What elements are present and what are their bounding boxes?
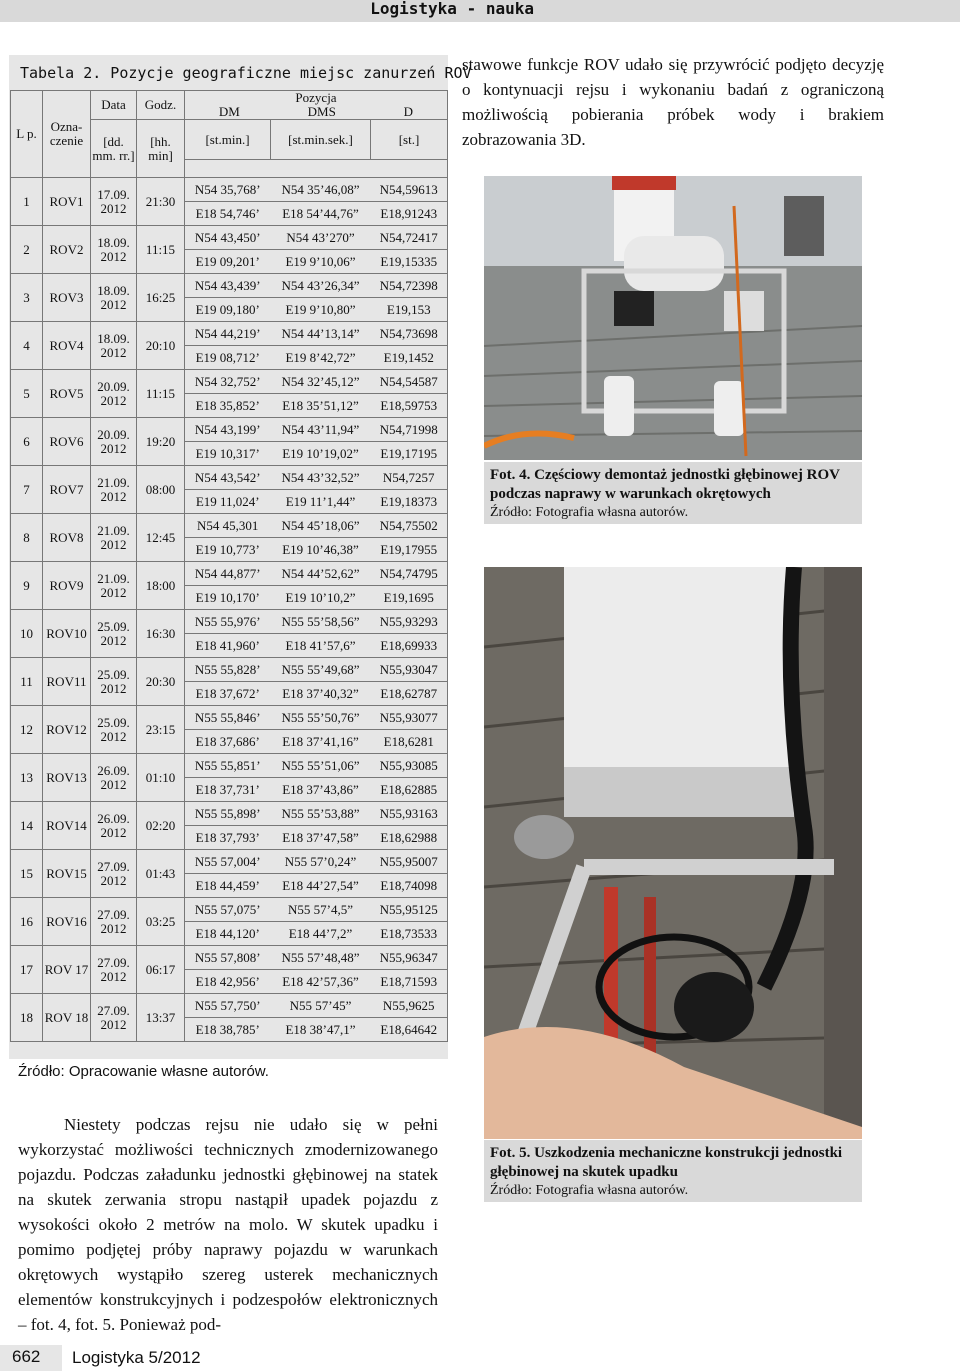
cell-lon-dms: E18 35’51,12” (271, 394, 371, 418)
cell-lp: 17 (11, 946, 43, 994)
cell-time: 06:17 (137, 946, 185, 994)
cell-lat-dm: N55 55,846’ (185, 706, 271, 730)
cell-name: ROV 17 (43, 946, 91, 994)
cell-name: ROV15 (43, 850, 91, 898)
cell-time: 08:00 (137, 466, 185, 514)
table-row (11, 562, 448, 586)
cell-lon-dm: E18 35,852’ (185, 394, 271, 418)
cell-time: 02:20 (137, 802, 185, 850)
cell-lat-dm: N55 55,851’ (185, 754, 271, 778)
cell-date: 27.09. 2012 (91, 898, 137, 946)
dm-label: DM (218, 104, 240, 119)
section-title: Logistyka - nauka (370, 0, 534, 18)
body-text: Niestety podczas rejsu nie udało się w pełni wykorzystać możliwości technicznych zmodernizowanego pojazdu. Podczas załadunku jednostki głębinowej na statek na skutek zerwania stropu nastąpił upadek pojazdu z wysokości około 2 metrów na molo. W skutek upadku i pomimo podjętej próby naprawy pojazdu w warunkach okrętowych wystąpiło szereg usterek mechanicznych elementów konstrukcyjnych i podzespołów elektronicznych – fot. 4, fot. 5. Ponieważ pod- (18, 1115, 438, 1334)
cell-lat-dm: N54 35,768’ (185, 178, 271, 202)
dms-unit: [st.min.sek.] (271, 120, 371, 160)
table-row (11, 178, 448, 202)
cell-lat-dm: N54 32,752’ (185, 370, 271, 394)
table-row (11, 946, 448, 970)
cell-lat-d: N54,74795 (371, 562, 448, 586)
cell-lp: 10 (11, 610, 43, 658)
cell-lon-dms: E18 37’47,58” (271, 826, 371, 850)
cell-lat-d: N54,72398 (371, 274, 448, 298)
journal-name: Logistyka 5/2012 (72, 1348, 201, 1367)
cell-lp: 5 (11, 370, 43, 418)
cell-lat-dm: N55 57,808’ (185, 946, 271, 970)
body-paragraph (18, 1112, 438, 1337)
cell-lat-dm: N55 55,976’ (185, 610, 271, 634)
cell-lat-dm: N55 55,828’ (185, 658, 271, 682)
cell-lp: 15 (11, 850, 43, 898)
cell-lp: 12 (11, 706, 43, 754)
cell-lat-d: N55,93077 (371, 706, 448, 730)
cell-lat-dms: N55 55’58,56” (271, 610, 371, 634)
cell-lon-d: E19,1695 (371, 586, 448, 610)
cell-lp: 3 (11, 274, 43, 322)
cell-lat-dm: N55 57,004’ (185, 850, 271, 874)
cell-time: 11:15 (137, 226, 185, 274)
table-row (11, 658, 448, 682)
fig5-caption (484, 1140, 862, 1202)
cell-name: ROV9 (43, 562, 91, 610)
cell-time: 20:10 (137, 322, 185, 370)
cell-date: 20.09. 2012 (91, 370, 137, 418)
table-row (11, 274, 448, 298)
cell-lat-d: N55,93047 (371, 658, 448, 682)
table-row (11, 418, 448, 442)
cell-lat-d: N54,73698 (371, 322, 448, 346)
cell-lat-dm: N54 43,450’ (185, 226, 271, 250)
cell-lp: 7 (11, 466, 43, 514)
cell-name: ROV16 (43, 898, 91, 946)
cell-lat-dms: N55 57’4,5” (271, 898, 371, 922)
cell-lon-dms: E18 44’27,54” (271, 874, 371, 898)
cell-lon-dms: E18 42’57,36” (271, 970, 371, 994)
cell-time: 23:15 (137, 706, 185, 754)
cell-lp: 18 (11, 994, 43, 1042)
cell-lp: 16 (11, 898, 43, 946)
cell-lp: 9 (11, 562, 43, 610)
cell-lat-d: N55,95125 (371, 898, 448, 922)
cell-name: ROV8 (43, 514, 91, 562)
cell-date: 26.09. 2012 (91, 802, 137, 850)
cell-lon-dm: E18 37,672’ (185, 682, 271, 706)
cell-date: 27.09. 2012 (91, 946, 137, 994)
cell-lon-d: E18,6281 (371, 730, 448, 754)
cell-lat-d: N54,71998 (371, 418, 448, 442)
cell-date: 27.09. 2012 (91, 850, 137, 898)
cell-name: ROV1 (43, 178, 91, 226)
cell-lp: 11 (11, 658, 43, 706)
cell-date: 26.09. 2012 (91, 754, 137, 802)
cell-name: ROV13 (43, 754, 91, 802)
fig4-caption (484, 462, 862, 524)
cell-time: 16:25 (137, 274, 185, 322)
cell-lon-dm: E18 37,686’ (185, 730, 271, 754)
table-title: Tabela 2. Pozycje geograficzne miejsc zanurzeń ROV (20, 64, 472, 82)
fig4-title: Fot. 4. Częściowy demontaż jednostki głębinowej ROV podczas naprawy w warunkach okrętowych (490, 467, 840, 502)
cell-time: 18:00 (137, 562, 185, 610)
table-row (11, 898, 448, 922)
cell-lat-dms: N54 43’270” (271, 226, 371, 250)
cell-name: ROV3 (43, 274, 91, 322)
cell-time: 11:15 (137, 370, 185, 418)
cell-lon-dms: E18 38’47,1” (271, 1018, 371, 1042)
cell-lon-d: E18,73533 (371, 922, 448, 946)
cell-lat-dms: N55 57’48,48” (271, 946, 371, 970)
cell-lon-dm: E18 41,960’ (185, 634, 271, 658)
cell-lon-dms: E18 54’44,76” (271, 202, 371, 226)
cell-lat-dms: N55 57’0,24” (271, 850, 371, 874)
table-row (11, 322, 448, 346)
cell-lat-dms: N54 45’18,06” (271, 514, 371, 538)
cell-lat-dms: N55 55’50,76” (271, 706, 371, 730)
fig5-title: Fot. 5. Uszkodzenia mechaniczne konstrukcji jednostki głębinowej na skutek upadku (490, 1145, 843, 1180)
cell-lon-dm: E18 38,785’ (185, 1018, 271, 1042)
cell-lon-d: E19,15335 (371, 250, 448, 274)
cell-lat-dms: N54 35’46,08” (271, 178, 371, 202)
col-data: Data (91, 91, 137, 120)
cell-lat-dms: N54 44’13,14” (271, 322, 371, 346)
cell-name: ROV5 (43, 370, 91, 418)
cell-date: 21.09. 2012 (91, 466, 137, 514)
cell-lon-dm: E19 10,773’ (185, 538, 271, 562)
cell-lon-dms: E19 10’19,02” (271, 442, 371, 466)
cell-name: ROV6 (43, 418, 91, 466)
cell-name: ROV2 (43, 226, 91, 274)
cell-lon-dms: E19 10’10,2” (271, 586, 371, 610)
cell-lat-dms: N54 43’32,52” (271, 466, 371, 490)
pozycja-label: Pozycja (295, 90, 337, 105)
cell-lat-dms: N54 32’45,12” (271, 370, 371, 394)
dm-unit: [st.min.] (185, 120, 271, 160)
cell-name: ROV10 (43, 610, 91, 658)
fig4-source: Źródło: Fotografia własna autorów. (490, 505, 689, 520)
cell-lat-dm: N54 44,219’ (185, 322, 271, 346)
cell-lp: 2 (11, 226, 43, 274)
col-oznaczenie: Ozna- czenie (43, 91, 91, 178)
cell-lon-dm: E18 37,793’ (185, 826, 271, 850)
cell-time: 01:43 (137, 850, 185, 898)
cell-date: 25.09. 2012 (91, 706, 137, 754)
table-row (11, 514, 448, 538)
cell-lp: 4 (11, 322, 43, 370)
cell-lon-dms: E19 10’46,38” (271, 538, 371, 562)
cell-lat-dms: N55 55’51,06” (271, 754, 371, 778)
cell-lp: 8 (11, 514, 43, 562)
table-row (11, 706, 448, 730)
cell-lat-dms: N55 55’53,88” (271, 802, 371, 826)
cell-date: 21.09. 2012 (91, 514, 137, 562)
cell-lon-d: E19,17195 (371, 442, 448, 466)
cell-lon-dm: E18 54,746’ (185, 202, 271, 226)
cell-lat-dms: N54 43’11,94” (271, 418, 371, 442)
table-row (11, 850, 448, 874)
cell-time: 03:25 (137, 898, 185, 946)
cell-lat-d: N55,96347 (371, 946, 448, 970)
cell-lat-dm: N54 43,439’ (185, 274, 271, 298)
godz-unit: [hh. min] (137, 120, 185, 178)
cell-lat-dm: N54 43,199’ (185, 418, 271, 442)
cell-date: 27.09. 2012 (91, 994, 137, 1042)
cell-time: 12:45 (137, 514, 185, 562)
cell-lat-d: N55,93293 (371, 610, 448, 634)
cell-lon-dm: E18 42,956’ (185, 970, 271, 994)
col-pozycja (185, 91, 448, 120)
cell-lat-dms: N54 44’52,62” (271, 562, 371, 586)
table-row (11, 370, 448, 394)
table-row (11, 226, 448, 250)
cell-lon-dms: E18 44’7,2” (271, 922, 371, 946)
page-number: 662 (0, 1345, 62, 1371)
cell-lat-dm: N55 57,750’ (185, 994, 271, 1018)
table-row (11, 466, 448, 490)
photo-rov-repair (484, 176, 862, 460)
cell-lat-d: N54,75502 (371, 514, 448, 538)
cell-lon-dms: E18 37’41,16” (271, 730, 371, 754)
cell-lon-d: E18,74098 (371, 874, 448, 898)
cell-lon-dm: E19 10,170’ (185, 586, 271, 610)
cell-lon-dms: E18 41’57,6” (271, 634, 371, 658)
cell-lon-dms: E18 37’40,32” (271, 682, 371, 706)
cell-lon-d: E18,62885 (371, 778, 448, 802)
d-label: D (403, 104, 414, 119)
cell-name: ROV7 (43, 466, 91, 514)
cell-lat-dm: N54 45,301 (185, 514, 271, 538)
dms-label: DMS (307, 104, 336, 119)
cell-lat-d: N55,93085 (371, 754, 448, 778)
cell-time: 13:37 (137, 994, 185, 1042)
cell-lat-d: N54,72417 (371, 226, 448, 250)
cell-lon-dms: E19 8’42,72” (271, 346, 371, 370)
photo-mechanical-damage (484, 567, 862, 1139)
cell-lon-dm: E18 44,459’ (185, 874, 271, 898)
cell-date: 25.09. 2012 (91, 610, 137, 658)
cell-lat-dm: N54 44,877’ (185, 562, 271, 586)
cell-date: 18.09. 2012 (91, 322, 137, 370)
cell-lat-dm: N54 43,542’ (185, 466, 271, 490)
cell-lp: 1 (11, 178, 43, 226)
cell-date: 18.09. 2012 (91, 226, 137, 274)
cell-lon-d: E18,71593 (371, 970, 448, 994)
cell-lat-d: N55,95007 (371, 850, 448, 874)
cell-lon-d: E19,1452 (371, 346, 448, 370)
col-lp: L p. (11, 91, 43, 178)
cell-date: 21.09. 2012 (91, 562, 137, 610)
cell-lon-dm: E19 11,024’ (185, 490, 271, 514)
cell-lat-d: N55,93163 (371, 802, 448, 826)
cell-lon-dms: E19 11’1,44” (271, 490, 371, 514)
cell-lon-dm: E18 37,731’ (185, 778, 271, 802)
table-row (11, 610, 448, 634)
table-row (11, 754, 448, 778)
cell-lon-d: E18,62988 (371, 826, 448, 850)
cell-date: 20.09. 2012 (91, 418, 137, 466)
cell-lon-dms: E18 37’43,86” (271, 778, 371, 802)
cell-date: 25.09. 2012 (91, 658, 137, 706)
cell-lon-d: E19,18373 (371, 490, 448, 514)
cell-name: ROV 18 (43, 994, 91, 1042)
cell-lon-d: E18,62787 (371, 682, 448, 706)
cell-lon-dm: E19 08,712’ (185, 346, 271, 370)
col-godz: Godz. (137, 91, 185, 120)
cell-lon-dms: E19 9’10,06” (271, 250, 371, 274)
cell-lat-dms: N54 43’26,34” (271, 274, 371, 298)
cell-lon-dms: E19 9’10,80” (271, 298, 371, 322)
cell-time: 20:30 (137, 658, 185, 706)
cell-lp: 13 (11, 754, 43, 802)
cell-lon-d: E19,153 (371, 298, 448, 322)
table-row (11, 994, 448, 1018)
cell-time: 16:30 (137, 610, 185, 658)
cell-name: ROV14 (43, 802, 91, 850)
table-row (11, 802, 448, 826)
cell-lat-d: N54,7257 (371, 466, 448, 490)
cell-name: ROV4 (43, 322, 91, 370)
cell-lp: 6 (11, 418, 43, 466)
cell-lon-dm: E19 10,317’ (185, 442, 271, 466)
data-unit: [dd. mm. rr.] (91, 120, 137, 178)
cell-lon-d: E18,59753 (371, 394, 448, 418)
cell-lp: 14 (11, 802, 43, 850)
cell-lat-dm: N55 57,075’ (185, 898, 271, 922)
cell-lon-d: E18,91243 (371, 202, 448, 226)
cell-lon-dm: E18 44,120’ (185, 922, 271, 946)
cell-lon-dm: E19 09,201’ (185, 250, 271, 274)
cell-name: ROV11 (43, 658, 91, 706)
cell-lon-d: E18,64642 (371, 1018, 448, 1042)
cell-lon-d: E19,17955 (371, 538, 448, 562)
header-bar (0, 0, 960, 22)
d-unit: [st.] (371, 120, 448, 160)
cell-lat-d: N54,59613 (371, 178, 448, 202)
cell-lon-d: E18,69933 (371, 634, 448, 658)
cell-date: 18.09. 2012 (91, 274, 137, 322)
cell-lat-d: N55,9625 (371, 994, 448, 1018)
cell-name: ROV12 (43, 706, 91, 754)
table-source: Źródło: Opracowanie własne autorów. (18, 1063, 269, 1080)
cell-time: 19:20 (137, 418, 185, 466)
cell-date: 17.09. 2012 (91, 178, 137, 226)
cell-lon-dm: E19 09,180’ (185, 298, 271, 322)
cell-lat-dm: N55 55,898’ (185, 802, 271, 826)
geo-positions-table (10, 90, 448, 1042)
cell-time: 01:10 (137, 754, 185, 802)
fig5-source: Źródło: Fotografia własna autorów. (490, 1183, 689, 1198)
cell-lat-dms: N55 57’45” (271, 994, 371, 1018)
cell-time: 21:30 (137, 178, 185, 226)
cell-lat-d: N54,54587 (371, 370, 448, 394)
cell-lat-dms: N55 55’49,68” (271, 658, 371, 682)
right-paragraph: stawowe funkcje ROV udało się przywrócić podjęto decyzję o kontynuacji rejsu i wykonaniu badań z ograniczoną możliwością pobierania próbek wody i brakiem zobrazowania 3D. (462, 55, 884, 149)
